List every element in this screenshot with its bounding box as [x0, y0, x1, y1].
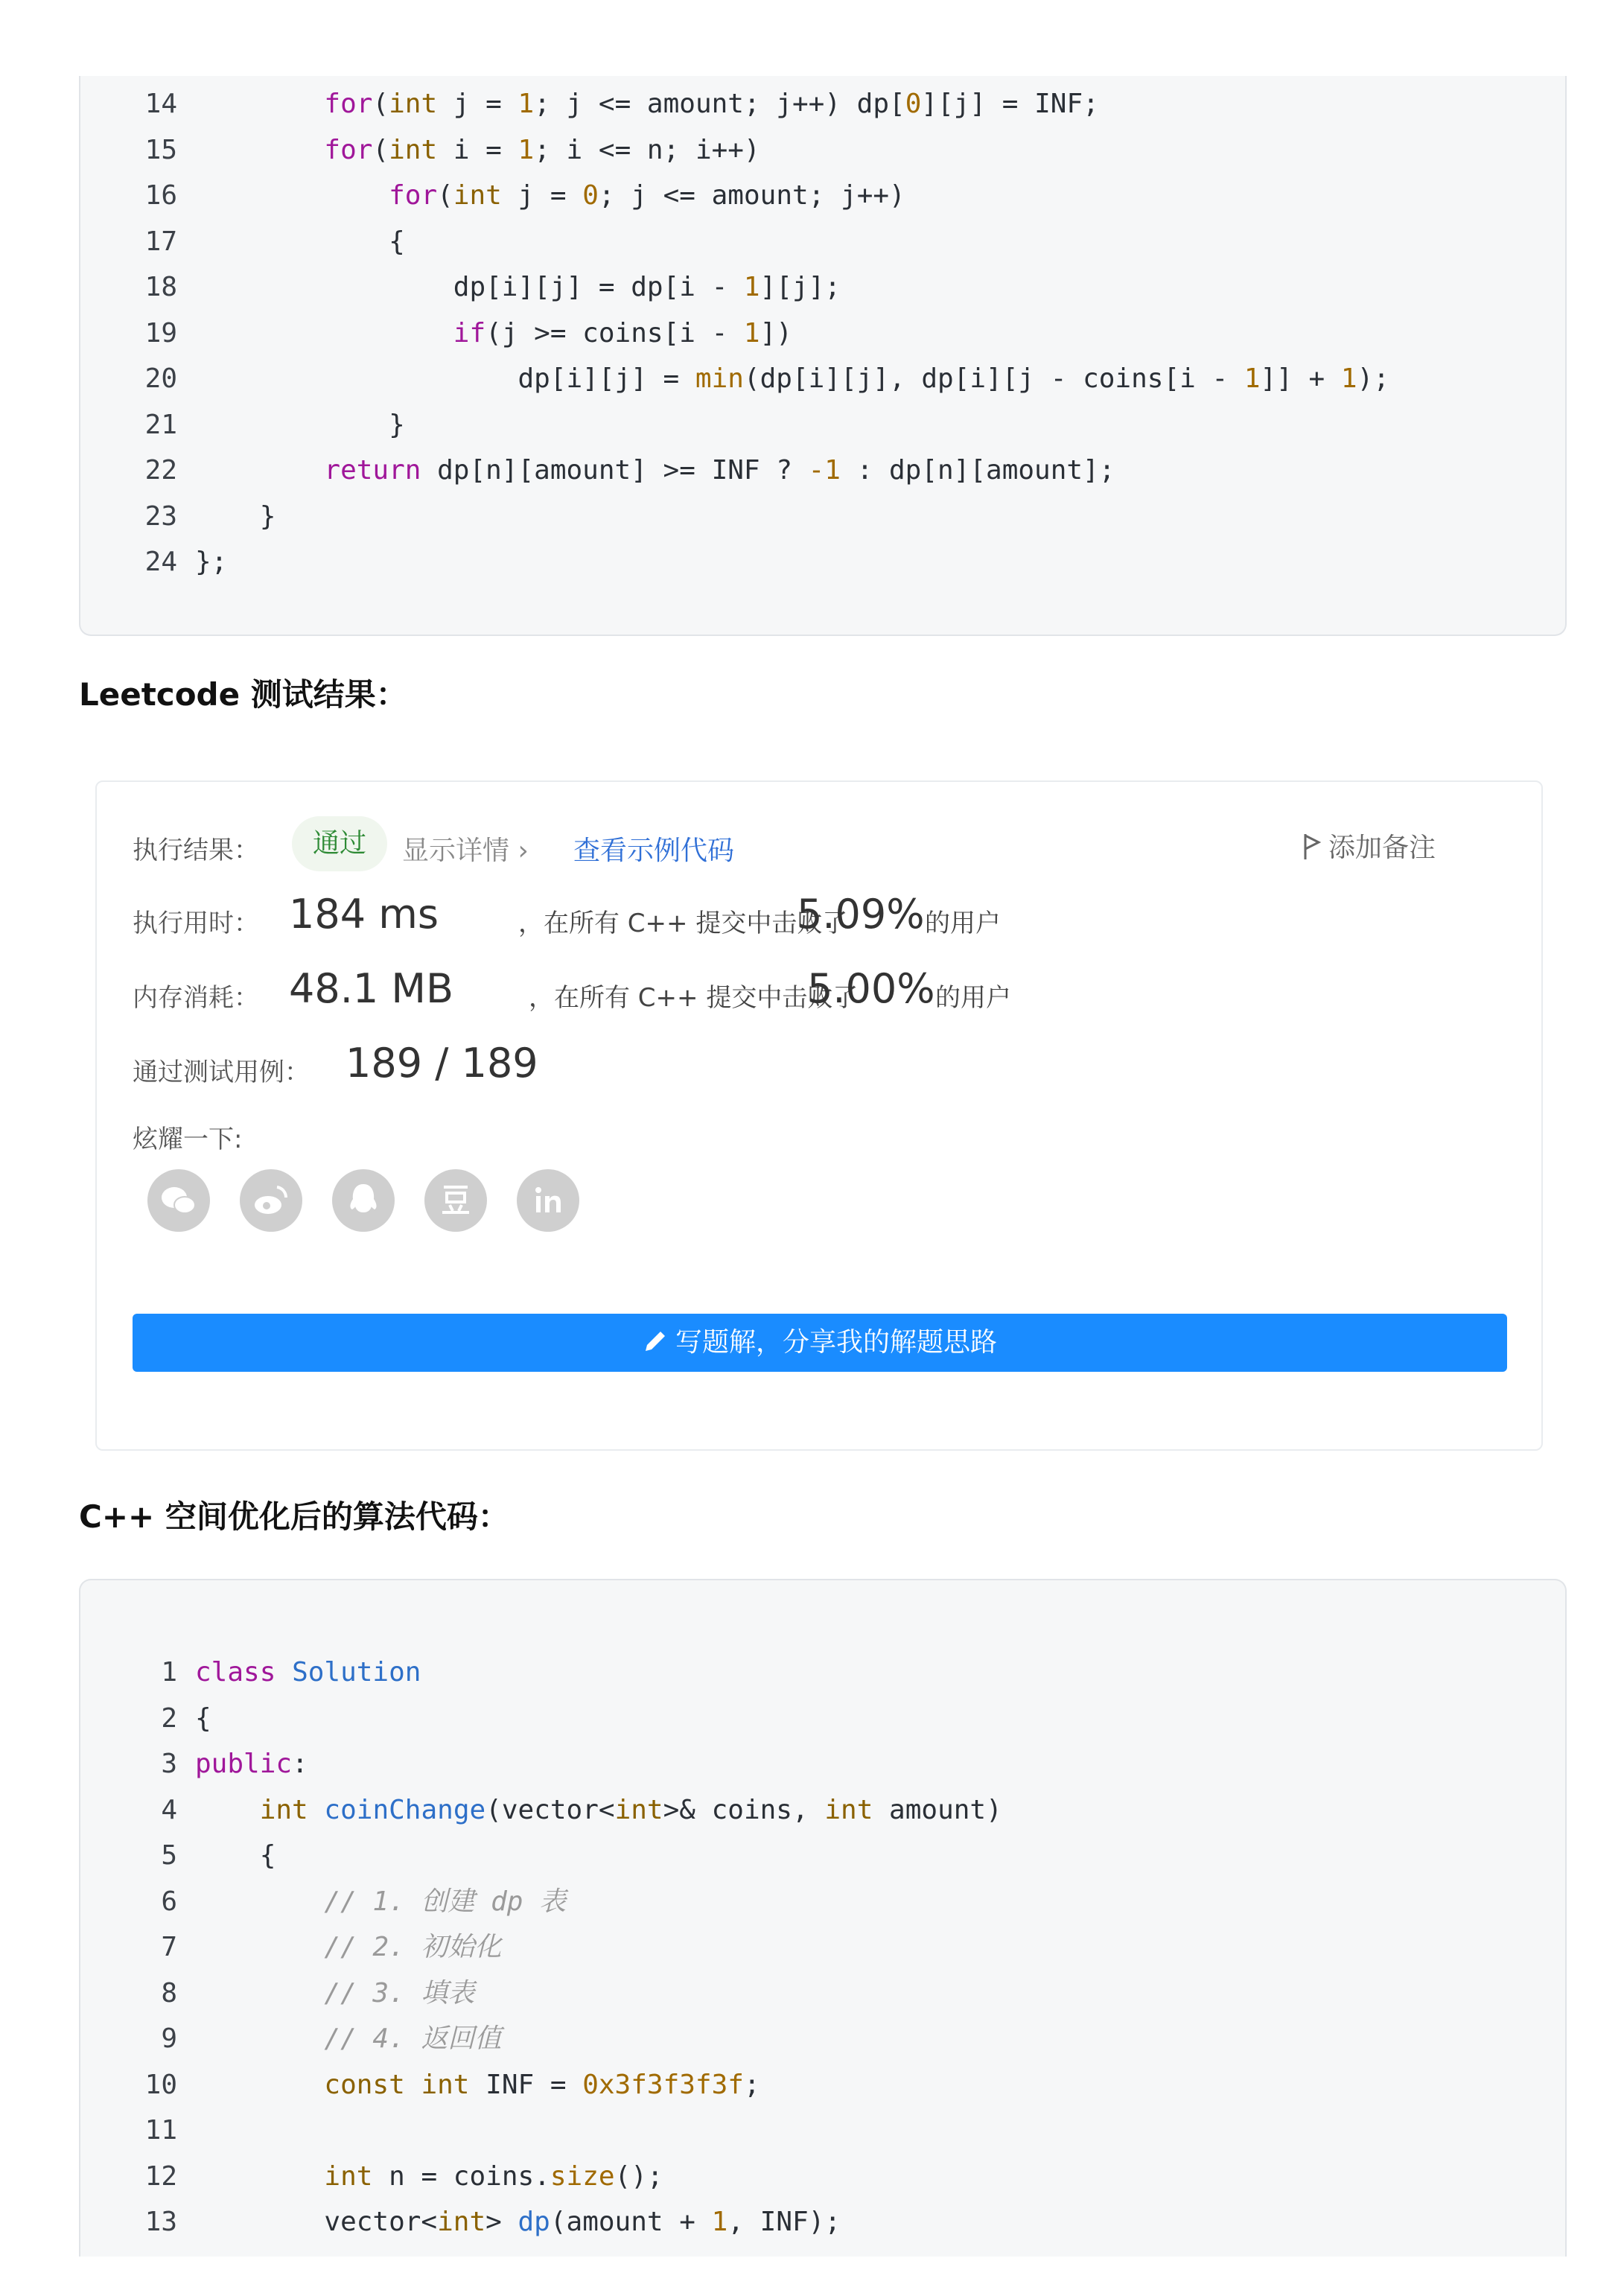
code-line [80, 1925, 501, 1970]
view-example-code-link[interactable]: 查看示例代码 [573, 836, 735, 866]
line-number: 19 [144, 317, 177, 349]
code-text: vector<int> dp(amount + 1, INF); [195, 2207, 841, 2237]
line-number: 15 [144, 134, 177, 165]
code-text: // 1. 创建 dp 表 [324, 1886, 567, 1917]
runtime-suffix: 的用户 [925, 909, 1001, 938]
add-note-label: 添加备注 [1328, 833, 1436, 863]
code-text: // 4. 返回值 [324, 2023, 502, 2054]
runtime-label: 执行用时： [133, 909, 259, 938]
line-number: 2 [161, 1702, 177, 1734]
code-text: if(j >= coins[i - 1]) [453, 317, 792, 349]
code-line [80, 448, 1115, 493]
write-solution-label: 写题解，分享我的解题思路 [675, 1327, 997, 1358]
code-line [80, 495, 276, 539]
code-text: } [195, 500, 276, 532]
status-badge: 通过 [292, 816, 387, 871]
code-line [80, 311, 792, 356]
code-text: // 3. 填表 [324, 1977, 475, 2009]
code-line [80, 2108, 195, 2153]
code-text: const int INF = 0x3f3f3f3f; [324, 2069, 760, 2100]
code-line [80, 1788, 1002, 1833]
tests-label: 通过测试用例： [133, 1058, 310, 1087]
code-text: }; [195, 547, 228, 577]
code-line [80, 540, 227, 585]
runtime-percent: 5.09% [797, 891, 925, 938]
line-number: 23 [144, 500, 177, 532]
line-number: 16 [144, 180, 177, 211]
line-number: 24 [144, 547, 177, 577]
code-text: { [195, 1702, 211, 1734]
share-label: 炫耀一下: [133, 1125, 243, 1154]
line-number: 22 [144, 455, 177, 486]
code-line [80, 1650, 421, 1695]
code-text: { [195, 226, 405, 257]
flag-icon [1303, 833, 1321, 861]
memory-label: 内存消耗： [133, 983, 259, 1013]
memory-percent: 5.00% [807, 965, 935, 1012]
weibo-icon[interactable] [240, 1169, 302, 1232]
line-number: 8 [161, 1977, 177, 2009]
line-number: 10 [144, 2069, 177, 2100]
write-solution-button[interactable] [133, 1314, 1507, 1372]
line-number: 21 [144, 409, 177, 440]
code-line [80, 82, 1099, 127]
leetcode-result-card [95, 780, 1543, 1451]
line-number: 17 [144, 226, 177, 257]
code-line [80, 1971, 474, 2016]
runtime-value: 184 ms [289, 891, 439, 938]
line-number: 13 [144, 2207, 177, 2237]
code-text: for(int i = 1; i <= n; i++) [324, 134, 760, 165]
line-number: 11 [144, 2115, 177, 2146]
code-text: class Solution [195, 1657, 421, 1688]
code-line [80, 174, 905, 218]
line-number: 5 [161, 1840, 177, 1871]
line-number: 7 [161, 1932, 177, 1962]
douban-icon[interactable] [424, 1169, 487, 1232]
line-number: 12 [144, 2160, 177, 2192]
line-number: 20 [144, 363, 177, 394]
line-number: 1 [161, 1657, 177, 1688]
line-number: 4 [161, 1794, 177, 1825]
code-line [80, 2155, 663, 2199]
runtime-text: ，在所有 C++ 提交中击败了 [518, 909, 848, 938]
code-text: dp[i][j] = dp[i - 1][j]; [195, 272, 841, 302]
code-line [80, 403, 405, 448]
heading-cpp-optimized: C++ 空间优化后的算法代码： [79, 1498, 509, 1535]
heading-leetcode-results: Leetcode 测试结果： [79, 676, 407, 713]
qq-icon[interactable] [332, 1169, 395, 1232]
line-number: 14 [144, 89, 177, 119]
pencil-icon [643, 1317, 668, 1342]
code-line [80, 357, 1389, 401]
line-number: 9 [161, 2023, 177, 2054]
code-line [80, 1834, 276, 1878]
code-text: dp[i][j] = min(dp[i][j], dp[i][j - coins[i - 1]] + 1); [195, 363, 1389, 394]
add-note-button[interactable] [1303, 827, 1436, 865]
tests-value: 189 / 189 [346, 1040, 538, 1087]
code-line [80, 1696, 211, 1741]
memory-text: ，在所有 C++ 提交中击败了 [529, 983, 859, 1013]
wechat-icon[interactable] [147, 1169, 210, 1232]
line-number: 6 [161, 1886, 177, 1917]
linkedin-icon[interactable] [517, 1169, 579, 1232]
line-number: 3 [161, 1749, 177, 1779]
code-line [80, 1880, 566, 1924]
code-text: { [195, 1840, 276, 1871]
code-line [80, 2200, 841, 2245]
memory-value: 48.1 MB [289, 965, 454, 1012]
result-label: 执行结果： [133, 836, 259, 865]
code-text: int n = coins.size(); [324, 2160, 663, 2192]
code-block-dp-2d [79, 76, 1567, 636]
code-text: return dp[n][amount] >= INF ? -1 : dp[n][amount]; [324, 455, 1115, 486]
code-text: for(int j = 1; j <= amount; j++) dp[0][j] = INF; [324, 89, 1099, 119]
line-number: 18 [144, 272, 177, 302]
code-text: // 2. 初始化 [324, 1932, 502, 1962]
code-text: int coinChange(vector<int>& coins, int amount) [259, 1794, 1002, 1825]
code-line [80, 220, 405, 264]
code-text: for(int j = 0; j <= amount; j++) [389, 180, 905, 211]
show-details-link[interactable]: 显示详情 › [402, 836, 529, 866]
code-line [80, 128, 760, 173]
memory-suffix: 的用户 [935, 983, 1011, 1013]
code-line [80, 2063, 760, 2108]
code-line [80, 265, 841, 310]
code-line [80, 1742, 308, 1787]
code-text: } [195, 409, 405, 440]
code-text: public: [195, 1749, 308, 1779]
code-block-dp-optimized [79, 1579, 1567, 2257]
code-line [80, 2017, 501, 2061]
